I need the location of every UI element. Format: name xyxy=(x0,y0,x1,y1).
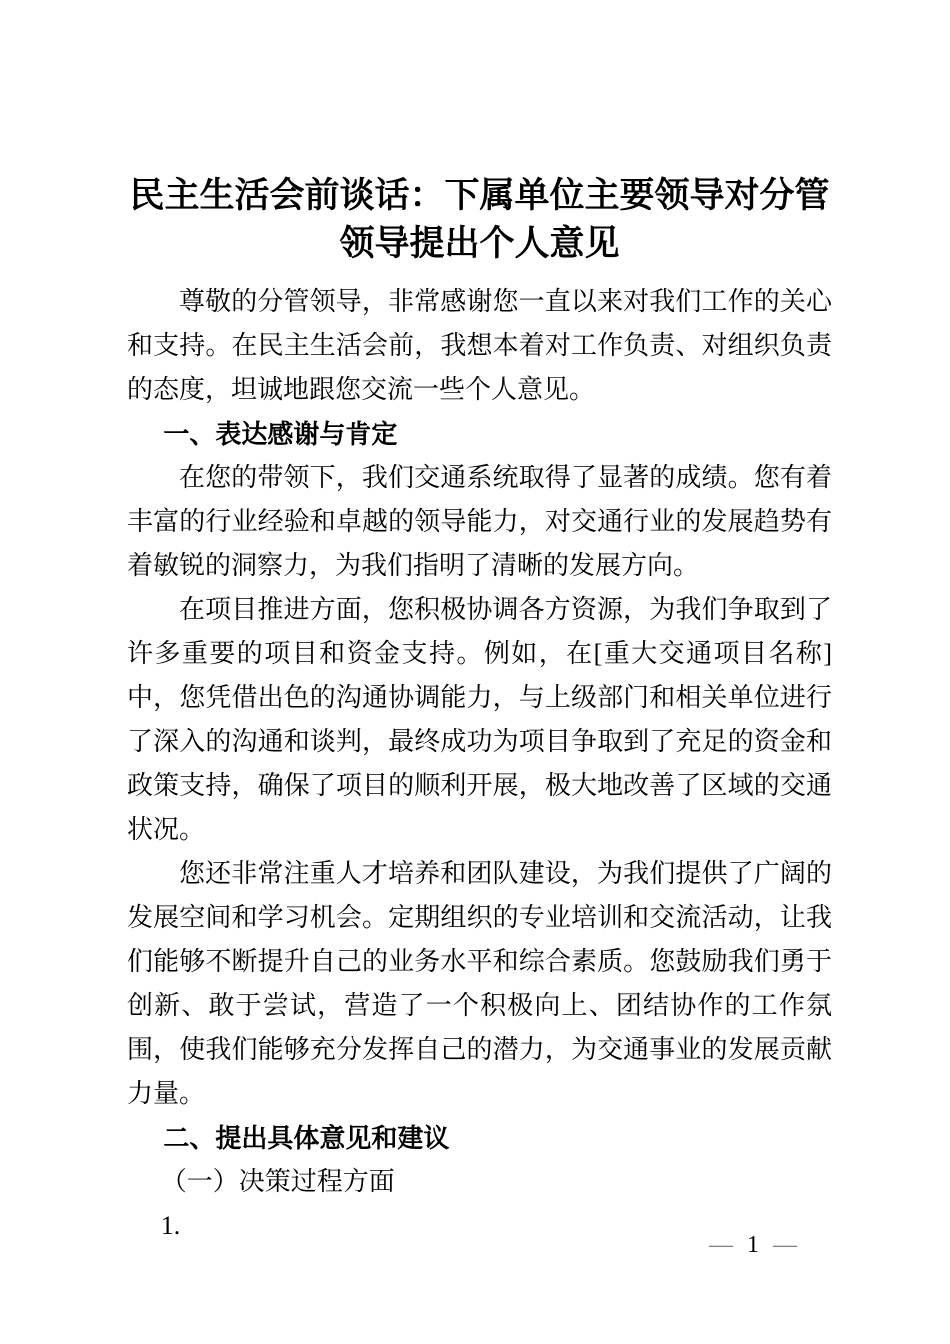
footer-dash-left: — xyxy=(709,1232,733,1258)
section1-paragraph-3: 您还非常注重人才培养和团队建设，为我们提供了广阔的发展空间和学习机会。定期组织的专业培训和交流活动，让我们能够不断提升自己的业务水平和综合素质。您鼓励我们勇于创新、敢于尝试，营造了一个积极向上、团结协作的工作氛围，使我们能够充分发挥自己的潜力，为交通事业的发展贡献力量。 xyxy=(127,859,832,1108)
section2-heading: 二、提出具体意见和建议 xyxy=(163,1123,450,1153)
page-number: 1 xyxy=(747,1232,759,1258)
footer-dash-right: — xyxy=(773,1232,797,1258)
section1-paragraph-2: 在项目推进方面，您积极协调各方资源，为我们争取到了许多重要的项目和资金支持。例如，在[重大交通项目名称]中，您凭借出色的沟通协调能力，与上级部门和相关单位进行了深入的沟通和谈判，最终成功为项目争取到了充足的资金和政策支持，确保了项目的顺利开展，极大地改善了区域的交通状况。 xyxy=(127,595,832,844)
page-footer xyxy=(709,1230,797,1260)
document-title: 民主生活会前谈话：下属单位主要领导对分管领导提出个人意见 xyxy=(129,176,830,263)
section1-heading: 一、表达感谢与肯定 xyxy=(163,419,398,449)
intro-paragraph: 尊敬的分管领导，非常感谢您一直以来对我们工作的关心和支持。在民主生活会前，我想本着对工作负责、对组织负责的态度，坦诚地跟您交流一些个人意见。 xyxy=(127,287,832,404)
list-item-number: 1. xyxy=(160,1211,181,1240)
section2-subheading: （一）决策过程方面 xyxy=(160,1167,395,1196)
section1-paragraph-1: 在您的带领下，我们交通系统取得了显著的成绩。您有着丰富的行业经验和卓越的领导能力，对交通行业的发展趋势有着敏锐的洞察力，为我们指明了清晰的发展方向。 xyxy=(127,463,832,580)
